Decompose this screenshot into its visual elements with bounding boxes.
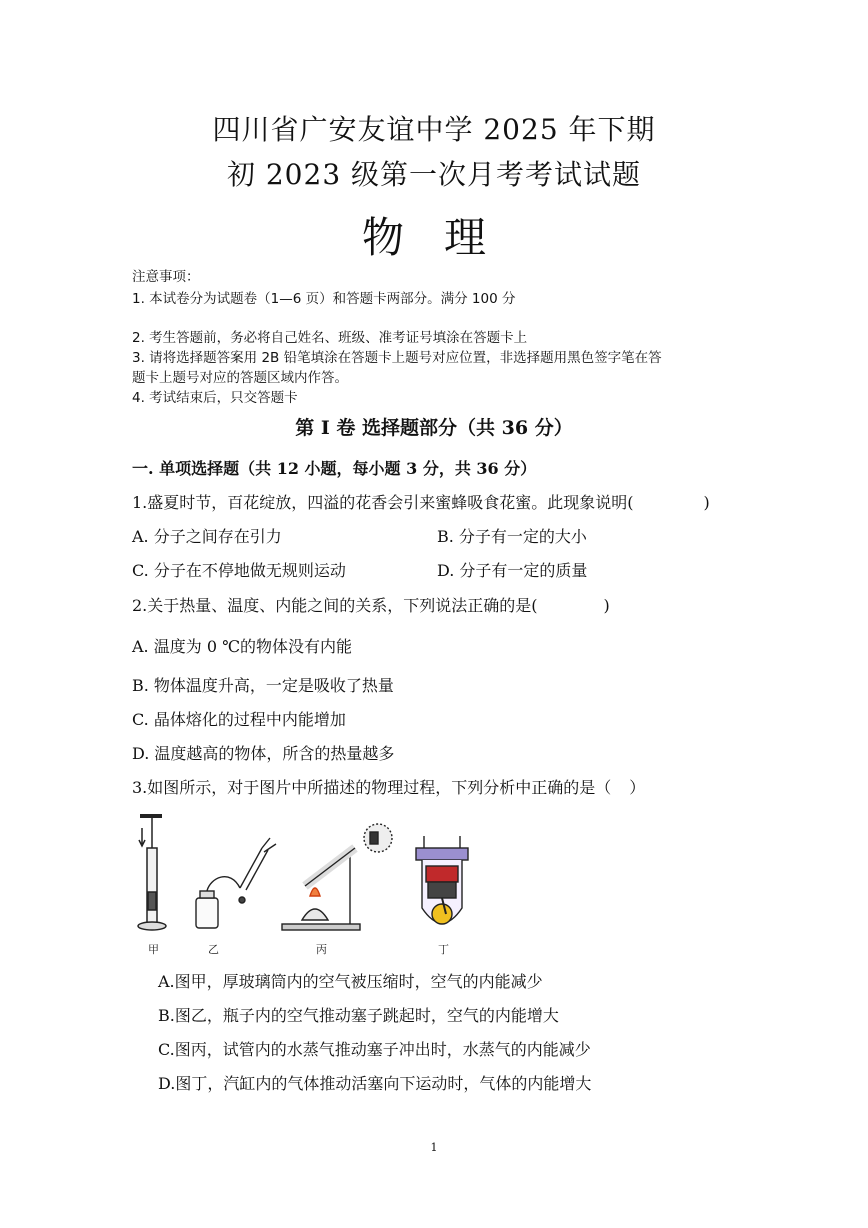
figure-label-jia: 甲: [148, 943, 159, 956]
q1-option-c: C. 分子在不停地做无规则运动: [132, 561, 346, 580]
q3-option-b: B.图乙，瓶子内的空气推动塞子跳起时，空气的内能增大: [158, 1006, 559, 1025]
q2-option-b: B. 物体温度升高，一定是吸收了热量: [132, 676, 394, 695]
question-2-stem: [132, 593, 610, 616]
question-3-close: ）: [629, 778, 646, 797]
section-title: 第 I 卷 选择题部分（共 36 分）: [295, 417, 573, 439]
q2-option-c: C. 晶体熔化的过程中内能增加: [132, 710, 346, 729]
q3-option-d: D.图丁，汽缸内的气体推动活塞向下运动时，气体的内能增大: [158, 1074, 592, 1093]
figure-cylinder-compression: [138, 816, 166, 930]
question-1-text: 1.盛夏时节，百花绽放，四溢的花香会引来蜜蜂吸食花蜜。此现象说明(: [132, 493, 634, 512]
q2-option-d: D. 温度越高的物体，所含的热量越多: [132, 744, 395, 763]
question-3-figure: [130, 808, 510, 958]
notice-item-3-cont: 题卡上题号对应的答题区域内作答。: [132, 370, 348, 386]
question-3-stem: [132, 775, 645, 798]
page-number: 1: [430, 1141, 438, 1154]
q1-option-a: A. 分子之间存在引力: [132, 527, 282, 546]
q3-option-a: A.图甲，厚玻璃筒内的空气被压缩时，空气的内能减少: [158, 972, 543, 991]
part-title: 一. 单项选择题（共 12 小题，每小题 3 分，共 36 分）: [132, 459, 537, 478]
q1-option-d: D. 分子有一定的质量: [437, 561, 588, 580]
figure-engine-cylinder: [416, 836, 468, 924]
figure-label-yi: 乙: [208, 943, 219, 956]
notice-item-2: 2. 考生答题前，务必将自己姓名、班级、准考证号填涂在答题卡上: [132, 330, 528, 346]
figure-label-ding: 丁: [438, 943, 449, 956]
notice-heading: 注意事项：: [132, 269, 200, 285]
notice-item-1: 1. 本试卷分为试题卷（1—6 页）和答题卡两部分。满分 100 分: [132, 291, 516, 307]
notice-item-4: 4. 考试结束后，只交答题卡: [132, 390, 298, 406]
exam-title-line1: 四川省广安友谊中学 2025 年下期: [212, 113, 656, 146]
q3-option-c: C.图丙，试管内的水蒸气推动塞子冲出时，水蒸气的内能减少: [158, 1040, 591, 1059]
question-1-close: ): [703, 493, 710, 512]
question-2-close: ): [603, 596, 610, 615]
q1-option-b: B. 分子有一定的大小: [437, 527, 587, 546]
figure-test-tube-stand: [282, 824, 392, 930]
figure-bottle-pump: [196, 838, 276, 928]
exam-title-line2: 初 2023 级第一次月考考试试题: [226, 158, 642, 191]
notice-item-3: 3. 请将选择题答案用 2B 铅笔填涂在答题卡上题号对应位置，非选择题用黑色签字笔在答: [132, 350, 662, 366]
question-1-stem: [132, 490, 710, 513]
q2-option-a: A. 温度为 0 ℃的物体没有内能: [132, 637, 352, 656]
subject-title: 物理: [361, 213, 526, 262]
figure-label-bing: 丙: [316, 943, 327, 956]
question-3-text: 3.如图所示，对于图片中所描述的物理过程，下列分析中正确的是（: [132, 778, 612, 797]
question-2-text: 2.关于热量、温度、内能之间的关系，下列说法正确的是(: [132, 596, 538, 615]
